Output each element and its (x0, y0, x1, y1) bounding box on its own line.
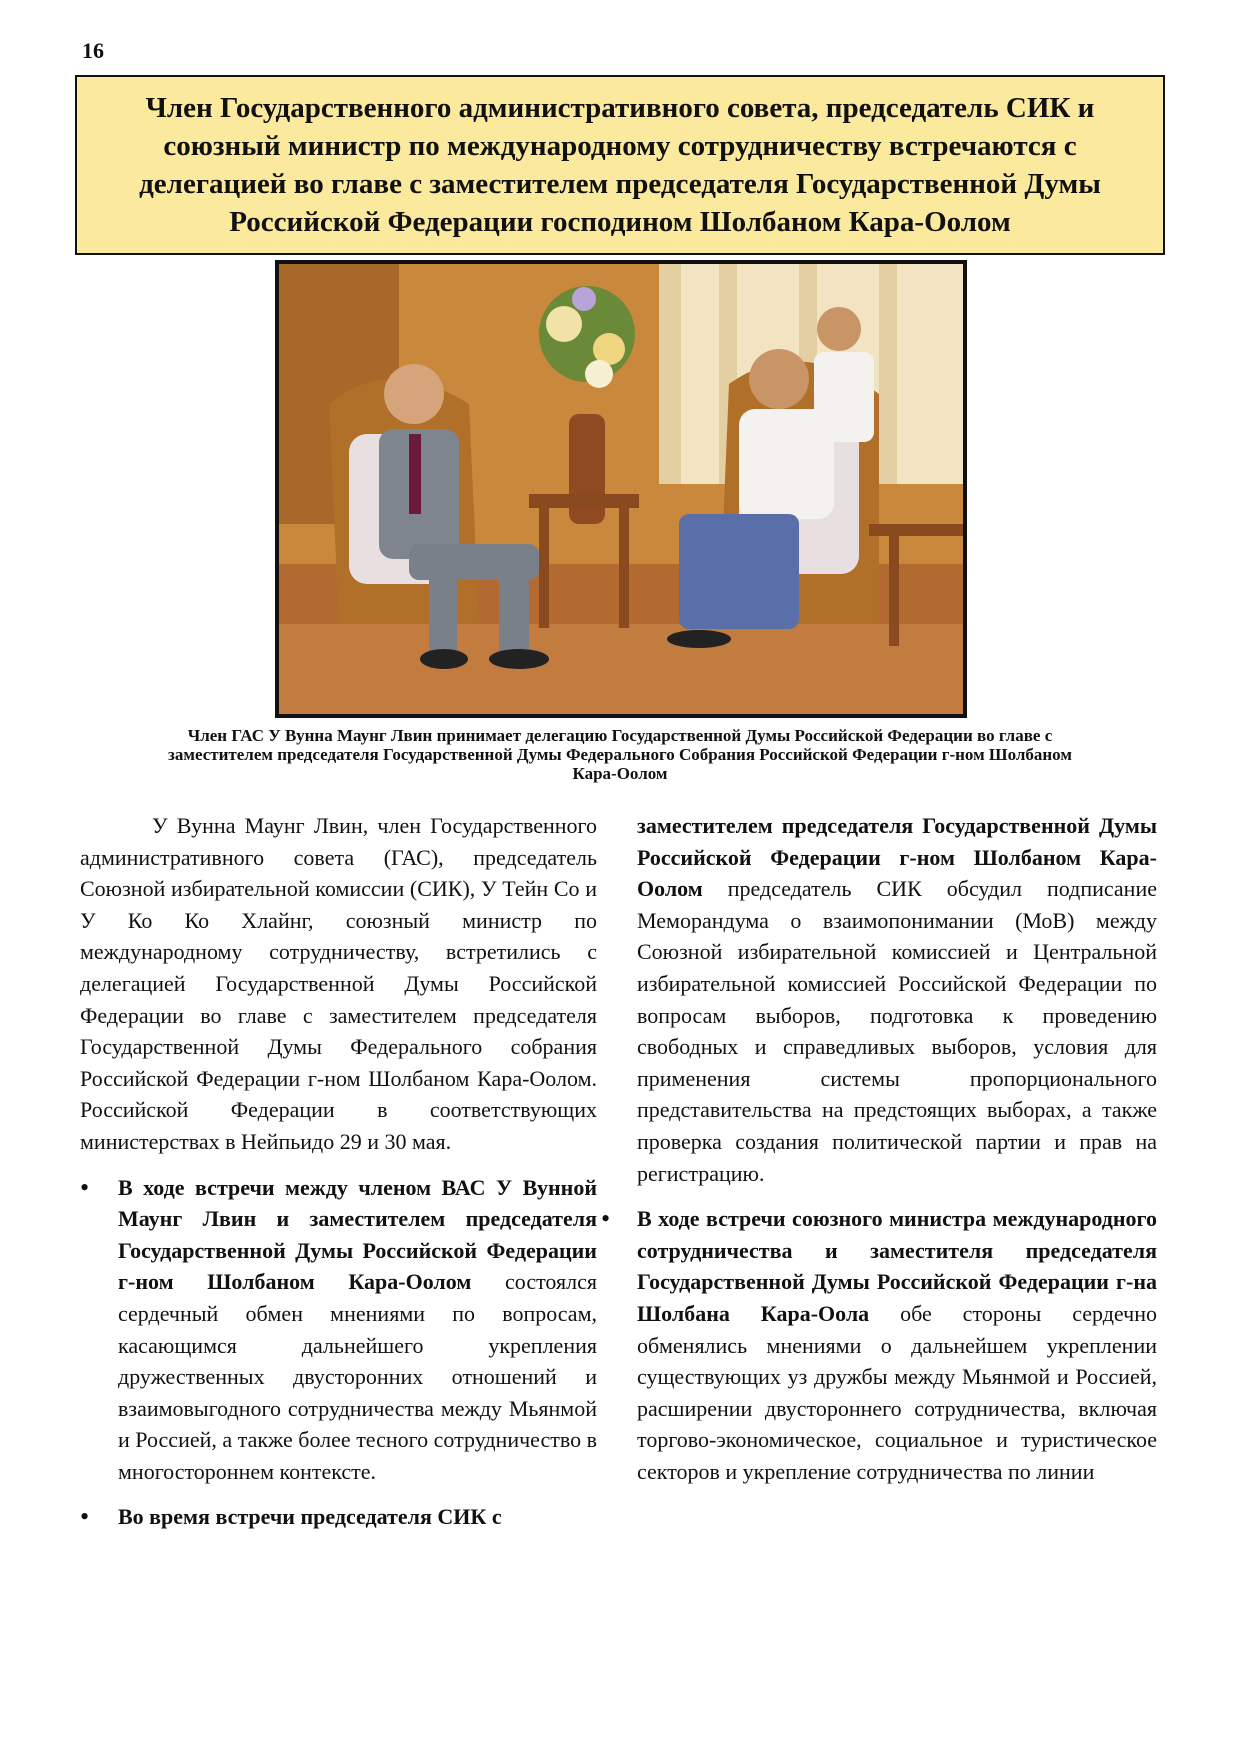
meeting-photo (275, 260, 967, 718)
bullet-bold-text: В ходе встречи между членом ВАС У Вунной Маунг Лвин и заместителем председателя Государственной Думы Российской Федерации г-ном Шолбаном Кара-Оолом (118, 1174, 597, 1295)
bullet-item (80, 1172, 597, 1488)
left-bullet-list (80, 1172, 597, 1534)
bullet-text: состоялся сердечный обмен мнениями по вопросам, касающимся дальнейшего укрепления дружественных двусторонних отношений и взаимовыгодного сотрудничества между Мьянмой и Россией, а также более тесного сотрудничество в многостороннем контексте. (118, 1269, 597, 1484)
intro-paragraph: У Вунна Маунг Лвин, член Государственного административного совета (ГАС), председатель Союзной избирательной комиссии (СИК), У Тейн Со и У Ко Ко Хлайнг, союзный министр по международному сотрудничеству, встретились с делегацией Государственной Думы Российской Федерации во главе с заместителем председателя Государственной Думы Федерального собрания Российской Федерации г-ном Шолбаном Кара-Оолом. Российской Федерации в соответствующих министерствах в Нейпьидо 29 и 30 мая. (80, 813, 597, 1154)
headline: Член Государственного административного совета, председатель СИК и союзный министр по международному сотрудничеству встречаются с делегацией во главе с заместителем председателя Государственной Думы Российской Федерации господином Шолбаном Кара-Оолом (139, 92, 1101, 238)
bullet-item (601, 1203, 1157, 1487)
headline-box (75, 75, 1165, 255)
bullet-item (80, 1501, 597, 1533)
bullet-bold-text: Во время встречи председателя СИК с (118, 1504, 502, 1530)
left-column (80, 810, 597, 1547)
right-column (637, 810, 1157, 1501)
page-number: 16 (82, 38, 104, 63)
bullet-bold-text: заместителем председателя Государственной Думы Российской Федерации г-ном Шолбаном Кара-Оолом (637, 813, 1157, 902)
continued-bullet (601, 810, 1157, 1189)
right-bullet-list (637, 1203, 1157, 1487)
bullet-text: обе стороны сердечно обменялись мнениями о дальнейшем укреплении существующих уз дружбы между Мьянмой и Россией, расширении двустороннего сотрудничества, включая торгово-экономическое, социальное и туристическое секторов и укрепление сотрудничества по линии (637, 1300, 1157, 1484)
meeting-photo-icon (279, 264, 963, 714)
bullet-bold-text: В ходе встречи союзного министра международного сотрудничества и заместителя председателя Государственной Думы Российской Федерации г-на Шолбана Кара-Оола (637, 1206, 1157, 1326)
bullet-text: председатель СИК обсудил подписание Меморандума о взаимопонимании (МоВ) между Союзной избирательной комиссией и Центральной избирательной комиссией Российской Федерации по вопросам выборов, подготовка к проведению свободных и справедливых выборов, условия для применения системы пропорционального представительства на предстоящих выборах, а также проверка создания политической партии и прав на регистрацию. (637, 876, 1157, 1186)
photo-caption: Член ГАС У Вунна Маунг Лвин принимает делегацию Государственной Думы Российской Федерации во главе с заместителем председателя Государственной Думы Федерального Собрания Российской Федерации г-ном Шолбаном Кара-Оолом (168, 726, 1072, 783)
